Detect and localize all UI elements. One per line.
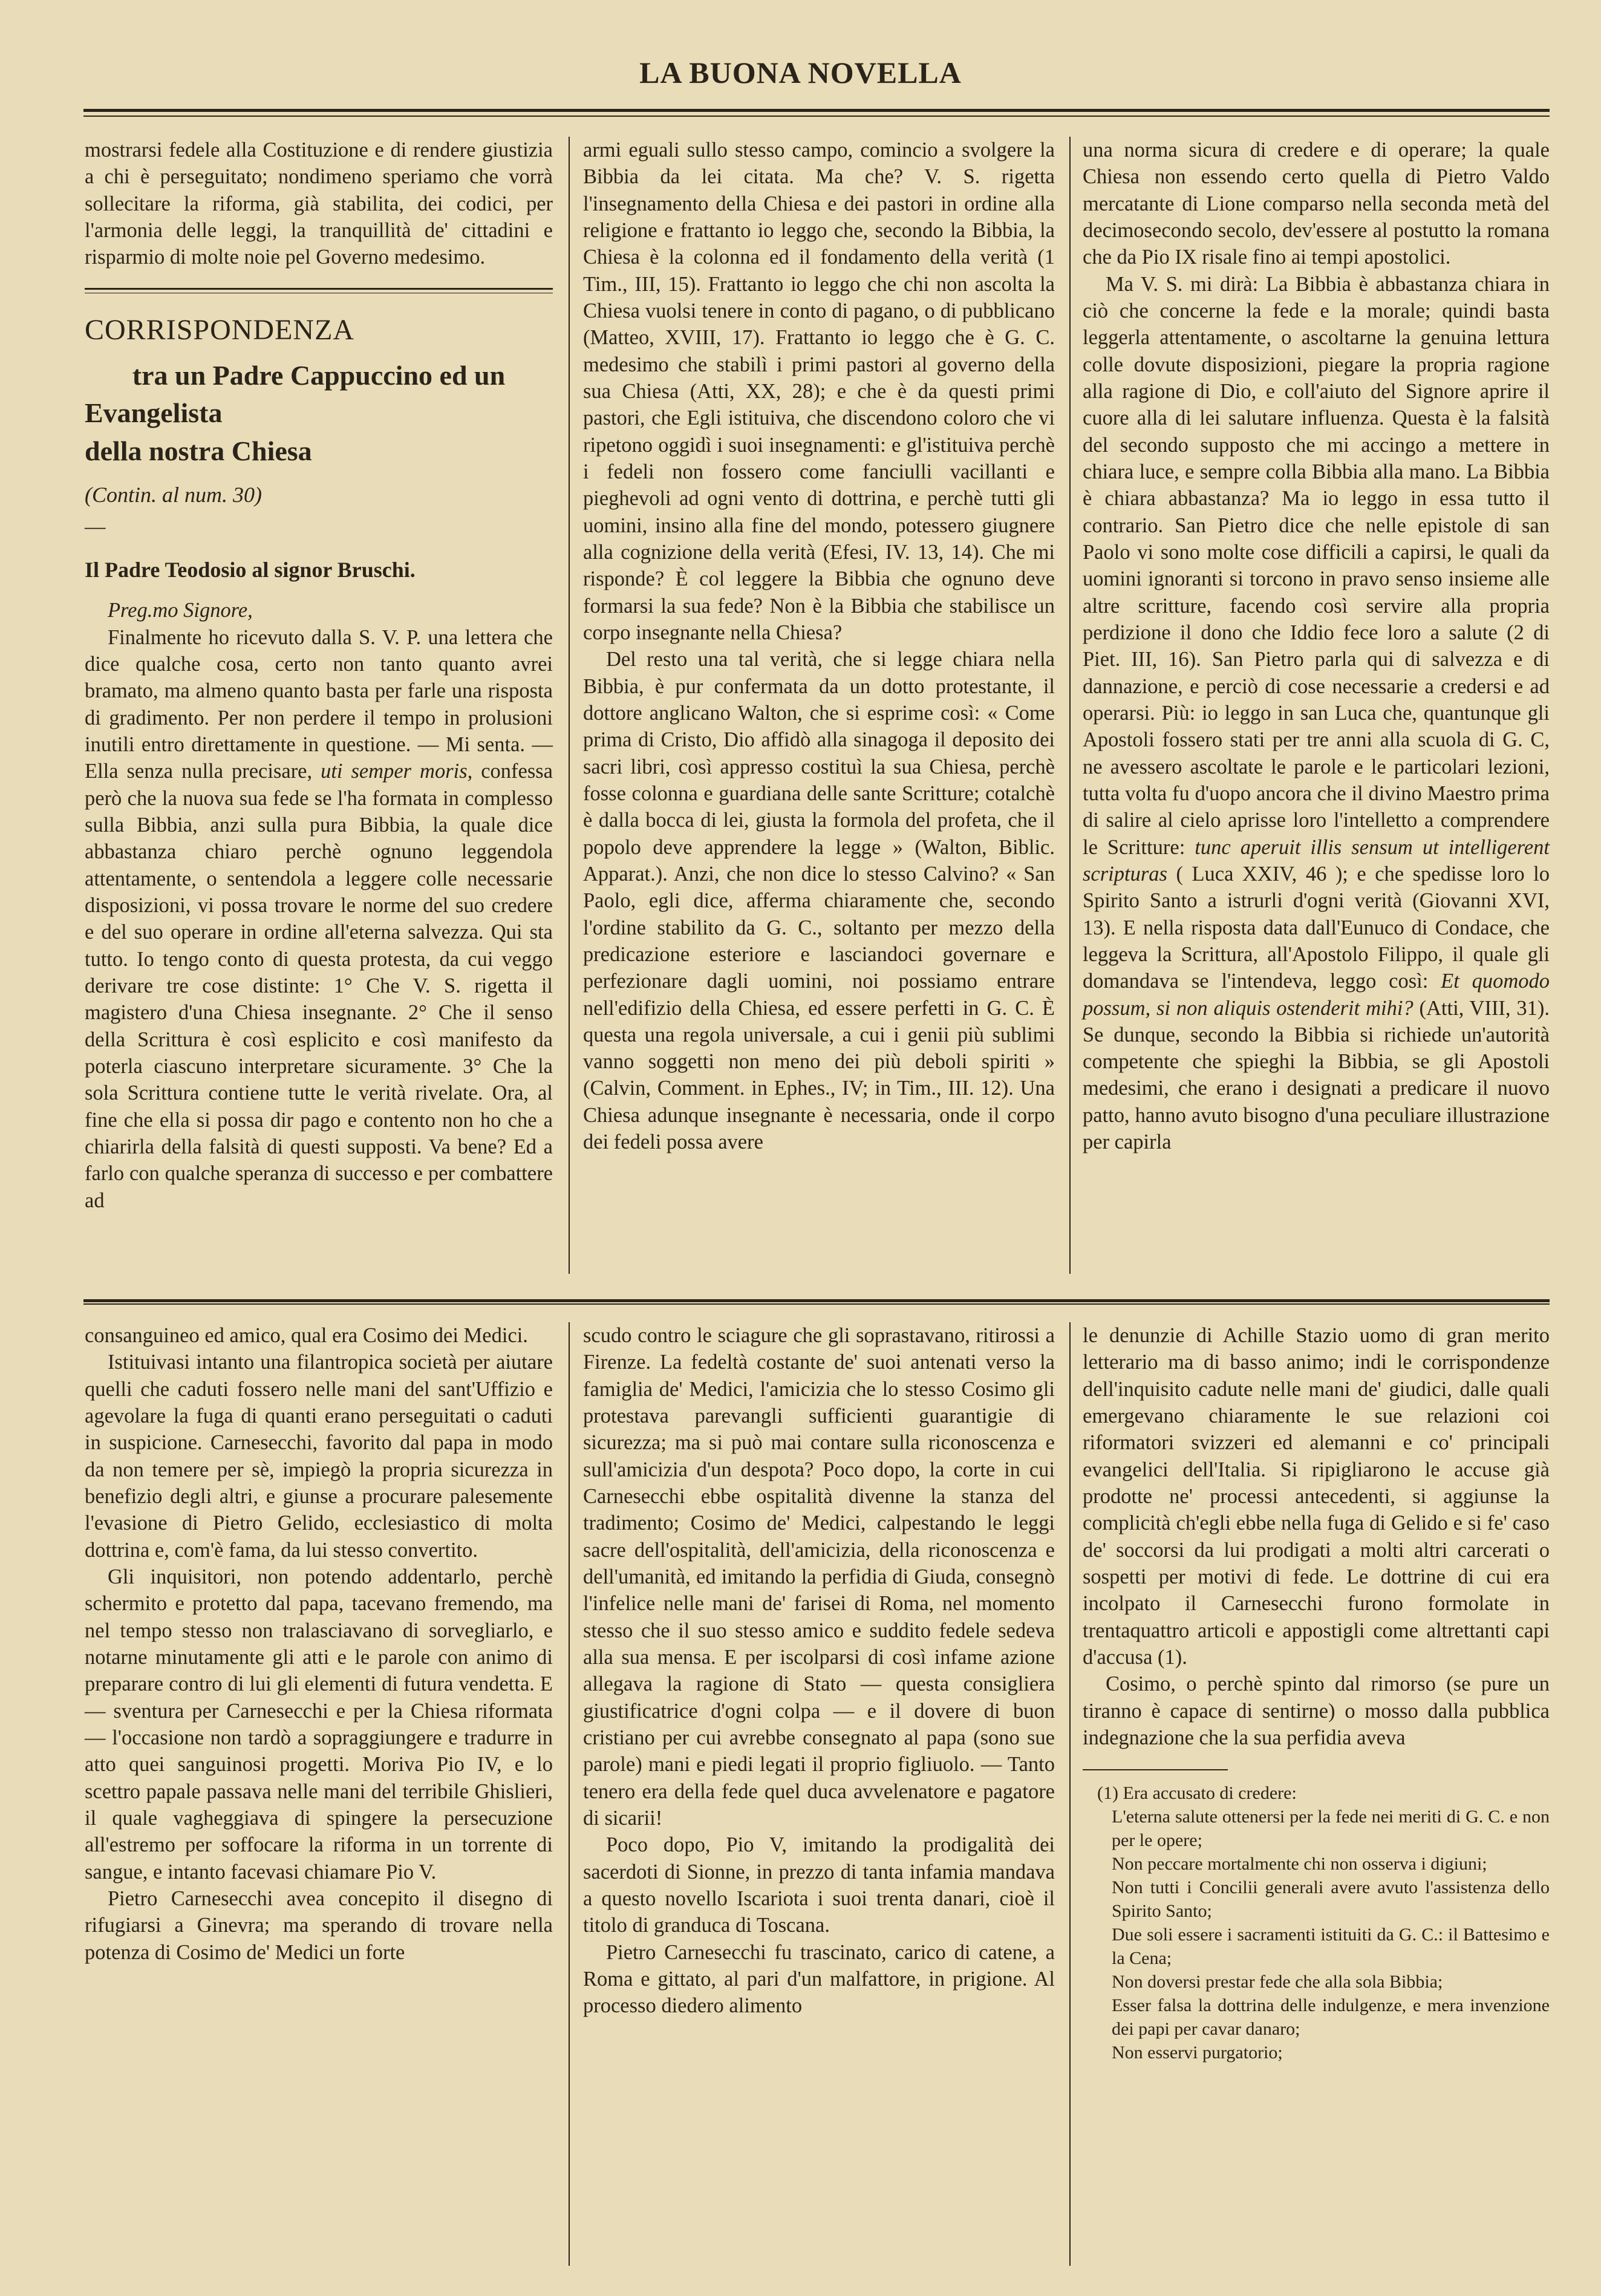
footnote-item: Non peccare mortalmente chi non osserva i digiuni; [1112,1854,1487,1874]
footnote-item: Non esservi purgatorio; [1112,2043,1283,2063]
paragraph: Cosimo, o perchè spinto dal rimorso (se pure un tiranno è capace di sentirne) o mosso dalla pubblica indegnazione che la sua perfidia aveva [1083,1672,1550,1749]
paragraph: Istituivasi intanto una filantropica società per aiutare quelli che caduti fossero nelle mani del sant'Uffizio e agevolare la fuga di quanti erano perseguitati o caduti in suspicione. Carnesecchi, favorito dal papa in modo da non temere per sè, impiegò la propria sicurezza in benefizio degli altri, e giunse a procurare palesemente l'evasione di Pietro Gelido, ecclesiastico di molta dottrina e, com'è fama, da lui stesso convertito. [85,1351,553,1562]
paragraph: Ma V. S. mi dirà: La Bibbia è abbastanza chiara in ciò che concerne la fede e la morale; quindi basta leggerla attentamente, o ascoltarne la genuina lettura colle dovute disposizioni, piegare la propria ragione alla ragione di Dio, e coll'aiuto del Signore aprire il cuore alla di lei salutare influenza. Questa è la falsità del secondo supposto che mi accingo a mettere in chiara luce, e sempre colla Bibbia alla mano. La Bibbia è chiara abbastanza? Ma io leggo in essa tutto il contrario. San Pietro dice che nelle epistole di san Paolo vi sono molte cose difficili a capirsi, le quali da uomini ignoranti si torcono in pravo senso insieme alle altre scritture, facendo così servire alla propria perdizione il dono che Iddio fece loro a salute (2 di Piet. III, 16). San Pietro parla qui di salvezza e di dannazione, e perciò di cose necessarie a credersi e ad operarsi. Più: io leggo in san Luca che, quantunque gli Apostoli fossero stati per tre anni alla scuola di G. C, ne avessero ascoltate le parole e le particolari lezioni, tutta volta fu d'uopo ancora che il divino Maestro prima di salire al cielo aprisse loro l'intelletto a comprendere le Scritture: tunc aperuit illis sensum ut intelligerent scripturas ( Luca XXIV, 46 ); e che spedisse loro lo Spirito Santo a istrurli d'ogni verità (Giovanni XVI, 13). E nella risposta data dall'Eunuco di Condace, che leggeva la Scrittura, all'Apostolo Filippo, il quale gli domandava se l'intendeva, leggo così: Et quomodo possum, si non aliquis ostenderit mihi? (Atti, VIII, 31). Se dunque, secondo la Bibbia si richiede un'autorità competente che spieghi la Bibbia, se gli Apostoli medesimi, che erano i designati a predicare il nuovo patto, hanno avuto bisogno d'una peculiare illustrazione per capirla [1083,272,1550,1154]
letter-heading: Il Padre Teodosio al signor Bruschi. [85,558,416,582]
column-divider [569,137,570,1274]
top-column-1 [85,137,553,1214]
paragraph: una norma sicura di credere e di operare; la quale Chiesa non essendo certo quella di Pietro Valdo mercatante di Lione comparso nella seconda metà del decimosecondo secolo, dev'essere al postutto la romana che da Pio IX risale fino ai tempi apostolici. [1083,139,1550,269]
section-rule [85,288,553,293]
article-subtitle: tra un Padre Cappuccino ed un Evangelista [85,360,506,429]
paragraph: scudo contro le sciagure che gli soprastavano, ritirossi a Firenze. La fedeltà costante de' suoi antenati verso la famiglia de' Medici, l'amicizia che lo stesso Cosimo gli protestava parevangli sufficienti guarantigie di sicurezza; ma si può mai contare sulla riconoscenza e sull'amicizia d'un despota? Poco dopo, la corte in cui Carnesecchi ebbe ospitalità divenne la stanza del tradimento; Cosimo de' Medici, calpestando le leggi sacre dell'ospitalità, dell'amicizia, della riconoscenza e dell'umanità, ed imitando la perfidia di Giuda, consegnò l'infelice nelle mani de' farisei di Roma, nel momento stesso che il suo stesso amico e suddito fedele sedeva alla sua mensa. E per iscolparsi di così infame azione allegava la ragione di Stato — questa consigliera giustificatrice d'ogni colpa — e il dovere di buon cristiano per cui avrebbe consegnato al papa (sono sue parole) mani e piedi legati il proprio figliuolo. — Tanto tenero era della fede quel duca avvelenatore e pagatore di sicarii! [583,1324,1055,1830]
masthead: LA BUONA NOVELLA [639,56,962,90]
continuation-note: (Contin. al num. 30) [85,482,262,507]
bottom-column-1 [85,1322,553,1966]
section-divider-rule [83,1299,1550,1305]
paragraph: Gli inquisitori, non potendo addentarlo, perchè schermito e protetto dal papa, tacevano fremendo, ma nel tempo stesso non tralasciavano di sorvegliarlo, e notarne minutamente gli atti e le parole con animo di preparare contro di lui gli elementi di futura vendetta. E — sventura per Carnesecchi e per la Chiesa riformata — l'occasione non tardò a sopraggiungere e tradurre in atto quei sanguinosi progetti. Moriva Pio IV, e lo scettro papale passava nelle mani del terribile Ghislieri, il quale vagheggiava di spingere la persecuzione all'estremo per soffocare la riforma in un torrente di sangue, e intanto facevasi chiamare Pio V. [85,1565,553,1883]
footnote-rule [1083,1769,1228,1770]
column-divider [1069,137,1071,1274]
paragraph: Pietro Carnesecchi fu trascinato, carico di catene, a Roma e gittato, al pari d'un malfattore, in prigione. Al processo diedero alimento [583,1940,1055,2018]
paragraph: Del resto una tal verità, che si legge chiara nella Bibbia, è pur confermata da un dotto protestante, il dottore anglicano Walton, che si esprime così: « Come prima di Cristo, Dio affidò alla sinagoga il deposito dei sacri libri, così appresso costituì la sua Chiesa, perchè fosse colonna e guardiana delle sante Scritture; cotalchè è dalla bocca di lei, giusta la formola del profeta, che il popolo deve apprendere la legge » (Walton, Biblic. Apparat.). Anzi, che non dice lo stesso Calvino? « San Paolo, egli dice, afferma chiaramente che, secondo l'ordine stabilito da G. C., soltanto per mezzo della predicazione esteriore e lasciandoci governare e perfezionare dagli uomini, noi possiamo entrare nell'edifizio della Chiesa, ed essere perfetti in G. C. È questa una regola universale, a cui i genii più sublimi vanno soggetti non meno dei più deboli spiriti » (Calvin, Comment. in Ephes., IV; in Tim., III. 12). Una Chiesa adunque insegnante è necessaria, onde il corpo dei fedeli possa avere [583,648,1055,1154]
footnote-item: Esser falsa la dottrina delle indulgenze, e mera invenzione dei papi per cavar danaro; [1112,1995,1550,2040]
dash-separator: — [85,515,106,538]
footnote-item: L'eterna salute ottenersi per la fede nei meriti di G. C. e non per le opere; [1112,1807,1550,1851]
footnote-item: Non tutti i Concilii generali avere avuto l'assistenza dello Spirito Santo; [1112,1877,1550,1922]
paragraph: Finalmente ho ricevuto dalla S. V. P. una lettera che dice qualche cosa, certo non tanto quanto avrei bramato, ma almeno quanto basta per farle una risposta di gradimento. Per non perdere il tempo in prolusioni inutili entro direttamente in questione. — Mi senta. — Ella senza nulla precisare, uti semper moris, confessa però che la nuova sua fede se l'ha formata in complesso sulla Bibbia, anzi sulla pura Bibbia, la quale dice abbastanza chiaro perchè ognuno leggendola attentamente, o sentendola a leggere colle necessarie disposizioni, vi possa trovare le norme del suo credere e del suo operare in ordine all'eterna salvezza. Qui sta tutto. Io tengo conto di questa protesta, da cui veggo derivare tre cose distinte: 1° Che V. S. rigetta il magistero d'una Chiesa insegnante. 2° Che il senso della Scrittura è così esplicito e così manifesto da poterla ciascuno interpretare sicuramente. 3° Che la sola Scrittura contiene tutte le verità rivelate. Ora, al fine che ella si possa dir pago e contento non ho che a chiarirla della falsità di questi supposti. Va bene? Ed a farlo con qualche speranza di successo e per combattere ad [85,625,553,1212]
bottom-column-3 [1083,1322,1550,2064]
paragraph: Poco dopo, Pio V, imitando la prodigalità dei sacerdoti di Sionne, in prezzo di tanta infamia mandava a questo novello Iscariota i suoi trenta danari, cioè il titolo di granduca di Toscana. [583,1833,1055,1937]
footnote-item: Due soli essere i sacramenti istituiti da G. C.: il Battesimo e la Cena; [1112,1925,1550,1969]
salutation: Preg.mo Signore, [107,599,253,622]
footnote-item: Non doversi prestar fede che alla sola Bibbia; [1112,1972,1443,1992]
article-title: CORRISPONDENZA [85,313,355,346]
article-subtitle: della nostra Chiesa [85,435,312,466]
paragraph: Pietro Carnesecchi avea concepito il disegno di rifugiarsi a Ginevra; ma sperando di trovare nella potenza di Cosimo de' Medici un forte [85,1887,553,1964]
column-divider [569,1322,570,2266]
bottom-column-2 [583,1322,1055,2020]
footnote [1083,1781,1550,2064]
top-column-2 [583,137,1055,1155]
header-rule [83,109,1550,117]
paragraph: consanguineo ed amico, qual era Cosimo dei Medici. [85,1324,528,1347]
footnote-lead: (1) Era accusato di credere: [1097,1783,1297,1804]
paragraph: mostrarsi fedele alla Costituzione e di rendere giustizia a chi è perseguitato; nondimeno speriamo che vorrà sollecitare la riforma, già stabilita, dei codici, per l'armonia delle leggi, la tranquillità de' cittadini e risparmio di molte noie pel Governo medesimo. [85,139,553,269]
paragraph: armi eguali sullo stesso campo, comincio a svolgere la Bibbia da lei citata. Ma che? V. S. rigetta l'insegnamento della Chiesa e dei pastori in ordine alla religione e frattanto io leggo che, secondo la Bibbia, la Chiesa è la colonna ed il fondamento della verità (1 Tim., III, 15). Frattanto io leggo che chi non ascolta la Chiesa vuolsi tenere in conto di pagano, o di pubblicano (Matteo, XVIII, 17). Frattanto io leggo che è G. C. medesimo che stabilì i primi pastori al governo della sua Chiesa (Atti, XX, 28); e che è da questi primi pastori, che Egli istituiva, che discendono coloro che vi ripetono oggidì i suoi insegnamenti: e gl'istituiva perchè i fedeli non fossero come fanciulli vacillanti e pieghevoli ad ogni vento di dottrina, e perchè tutti gli uomini, insino alla fine del mondo, potessero giugnere alla cognizione della verità (Efesi, IV. 13, 14). Che mi risponde? È col leggere la Bibbia che ognuno deve formarsi la sua fede? Non è la Bibbia che stabilisce un corpo insegnante nella Chiesa? [583,139,1055,644]
top-column-3 [1083,137,1550,1155]
paragraph: le denunzie di Achille Stazio uomo di gran merito letterario ma di basso animo; indi le corrispondenze dell'inquisito cadute nelle mani de' giudici, dalle quali emergevano chiaramente le sue relazioni coi riformatori svizzeri ed alemanni e co' principali evangelici dell'Italia. Si ripigliarono le accuse già prodotte ne' processi antecedenti, si aggiunse la complicità ch'egli ebbe nella fuga di Gelido e si fe' caso de' soccorsi da lui prodigati a molti altri carcerati o sospetti per motivi di fede. Le dottrine di cui era incolpato il Carnesecchi furono formolate in trentaquattro articoli e appostigli come altrettanti capi d'accusa (1). [1083,1324,1550,1669]
column-divider [1069,1322,1071,2266]
